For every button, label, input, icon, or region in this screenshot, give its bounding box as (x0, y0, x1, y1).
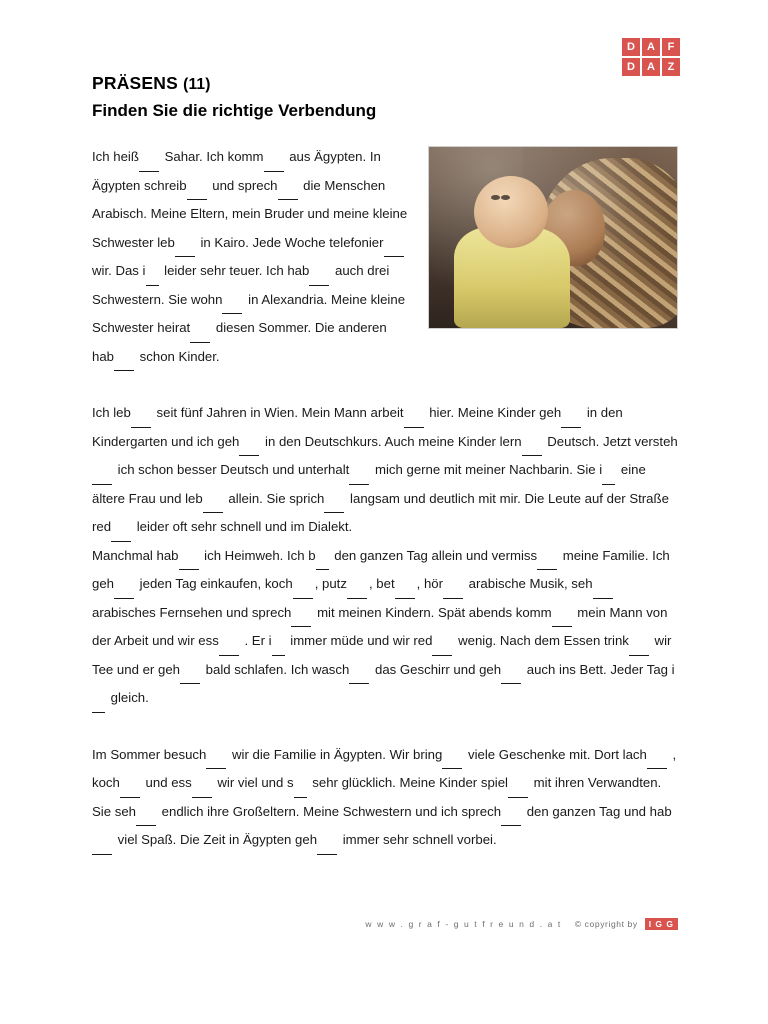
answer-blank[interactable] (384, 244, 404, 257)
text-seg: arabisches Fernsehen und sprech (92, 604, 292, 620)
text-seg: Ich leb (92, 405, 131, 420)
answer-blank[interactable] (92, 842, 112, 855)
text-seg: sehr glücklich. Meine Kinder spiel (308, 775, 508, 790)
paragraph-gap (92, 713, 678, 741)
text-seg: ich Heimweh. Ich b (200, 547, 316, 563)
answer-blank[interactable] (316, 557, 329, 570)
text-seg: leider oft sehr schnell und im Dialekt. (133, 519, 353, 534)
text-seg: in den Kindergarten und ich geh (92, 405, 623, 449)
page-title (92, 72, 652, 96)
answer-blank[interactable] (442, 756, 462, 769)
answer-blank[interactable] (92, 472, 112, 485)
paragraph-2 (92, 399, 678, 542)
answer-blank[interactable] (192, 785, 212, 798)
title-block (92, 72, 652, 123)
answer-blank[interactable] (404, 415, 424, 428)
logo-cell-a2: A (641, 57, 661, 77)
answer-blank[interactable] (146, 273, 159, 286)
answer-blank[interactable] (92, 700, 105, 713)
answer-blank[interactable] (219, 643, 239, 656)
paragraph-3 (92, 542, 678, 713)
text-seg: mit meinen Kindern. Spät abends komm (313, 604, 552, 620)
text-seg: wir. Das i (92, 263, 146, 278)
text-seg: endlich ihre Großeltern. Meine Schwestern und ich sprech (158, 803, 502, 819)
text-seg: wir viel und s (213, 775, 294, 790)
answer-blank[interactable] (561, 415, 581, 428)
page-subtitle: Finden Sie die richtige Verbendung (92, 100, 377, 120)
answer-blank[interactable] (179, 557, 199, 570)
answer-blank[interactable] (317, 842, 337, 855)
page-title-text: PRÄSENS (92, 73, 179, 93)
footer-copyright: © copyright by (574, 919, 638, 929)
exercise-body (92, 143, 678, 855)
text-seg: eine ältere Frau und leb (92, 462, 646, 506)
answer-blank[interactable] (602, 472, 615, 485)
text-seg: hier. Meine Kinder geh (425, 405, 562, 420)
answer-blank[interactable] (120, 785, 140, 798)
answer-blank[interactable] (324, 500, 344, 513)
photo-highlight (429, 147, 677, 328)
answer-blank[interactable] (501, 671, 521, 684)
text-seg: gleich. (107, 690, 149, 705)
text-seg: aus Ägypten. In Ägypten schreib (92, 149, 381, 193)
text-seg: , koch (92, 746, 677, 790)
answer-blank[interactable] (272, 643, 285, 656)
text-seg: schon Kinder. (136, 348, 220, 364)
text-seg: immer sehr schnell vorbei. (339, 832, 497, 847)
text-seg: Im Sommer besuch (92, 746, 207, 762)
answer-blank[interactable] (347, 586, 367, 599)
answer-blank[interactable] (111, 529, 131, 542)
answer-blank[interactable] (443, 586, 463, 599)
answer-blank[interactable] (291, 614, 311, 627)
text-seg: und sprech (208, 177, 278, 193)
text-seg: in Alexandria. Meine kleine Schwester heirat (92, 291, 406, 335)
text-seg: allein. Sie sprich (224, 490, 325, 506)
text-seg: , hör (416, 576, 444, 591)
footer-website: w w w . g r a f - g u t f r e u n d . a t (365, 919, 562, 929)
text-seg: mich gerne mit meiner Nachbarin. Sie i (371, 462, 603, 477)
text-seg: viele Geschenke mit. Dort lach (464, 746, 647, 762)
text-seg: wir Tee und er geh (92, 633, 672, 677)
answer-blank[interactable] (114, 358, 134, 371)
text-seg: diesen Sommer. Die anderen hab (92, 320, 387, 364)
text-seg: in den Deutschkurs. Auch meine Kinder lern (261, 433, 522, 449)
answer-blank[interactable] (537, 557, 557, 570)
footer-igg-badge: I G G (645, 918, 678, 930)
text-seg: leider sehr teuer. Ich hab (160, 263, 310, 278)
text-seg: . Er i (240, 633, 272, 648)
logo-cell-z: Z (661, 57, 681, 77)
answer-blank[interactable] (395, 586, 415, 599)
answer-blank[interactable] (175, 244, 195, 257)
logo-cell-f: F (661, 37, 681, 57)
text-seg: wenig. Nach dem Essen trink (454, 633, 629, 648)
text-seg: arabische Musik, seh (465, 576, 593, 591)
answer-blank[interactable] (501, 813, 521, 826)
answer-blank[interactable] (552, 614, 572, 627)
text-seg: auch ins Bett. Jeder Tag i (523, 661, 675, 677)
text-seg: in Kairo. Jede Woche telefonier (196, 234, 384, 250)
text-seg: seit fünf Jahren in Wien. Mein Mann arbeit (152, 405, 404, 420)
answer-blank[interactable] (206, 756, 226, 769)
text-seg: viel Spaß. Die Zeit in Ägypten geh (114, 832, 318, 847)
answer-blank[interactable] (278, 187, 298, 200)
answer-blank[interactable] (432, 643, 452, 656)
answer-blank[interactable] (131, 415, 151, 428)
text-seg: , putz (314, 576, 347, 591)
photo-woman-with-child (428, 146, 678, 329)
text-seg: jeden Tag einkaufen, koch (136, 576, 293, 591)
text-seg: wir die Familie in Ägypten. Wir bring (228, 746, 443, 762)
logo-cell-d1: D (621, 37, 641, 57)
answer-blank[interactable] (629, 643, 649, 656)
answer-blank[interactable] (114, 586, 134, 599)
answer-blank[interactable] (239, 443, 259, 456)
page-title-number: (11) (183, 76, 211, 93)
text-seg: , bet (368, 576, 395, 591)
text-seg: auch drei Schwestern. Sie wohn (92, 263, 390, 307)
text-seg: Deutsch. Jetzt versteh (543, 433, 678, 449)
text-seg: die Menschen Arabisch. Meine Eltern, mein Bruder und meine kleine Schwester leb (92, 177, 408, 250)
answer-blank[interactable] (203, 500, 223, 513)
text-seg: ich schon besser Deutsch und unterhalt (114, 462, 350, 477)
answer-blank[interactable] (309, 273, 329, 286)
text-seg: Manchmal hab (92, 547, 179, 563)
answer-blank[interactable] (293, 586, 313, 599)
answer-blank[interactable] (180, 671, 200, 684)
text-seg: das Geschirr und geh (371, 661, 502, 677)
text-seg: mit ihren Verwandten. Sie seh (92, 775, 662, 819)
paragraph-4 (92, 741, 678, 855)
answer-blank[interactable] (593, 586, 613, 599)
answer-blank[interactable] (190, 330, 210, 343)
text-seg: meine Familie. Ich geh (92, 547, 670, 591)
text-seg: bald schlafen. Ich wasch (201, 661, 350, 677)
logo-cell-a1: A (641, 37, 661, 57)
answer-blank[interactable] (222, 301, 242, 314)
answer-blank[interactable] (349, 472, 369, 485)
text-seg: immer müde und wir red (286, 633, 433, 648)
text-seg: den ganzen Tag und hab (523, 803, 672, 819)
text-seg: und ess (141, 775, 192, 790)
answer-blank[interactable] (349, 671, 369, 684)
text-seg: Ich heiß (92, 149, 139, 164)
answer-blank[interactable] (508, 785, 528, 798)
answer-blank[interactable] (522, 443, 542, 456)
answer-blank[interactable] (139, 159, 159, 172)
paragraph-gap (92, 371, 678, 399)
footer (92, 918, 678, 930)
logo-cell-d2: D (621, 57, 641, 77)
answer-blank[interactable] (294, 785, 307, 798)
answer-blank[interactable] (136, 813, 156, 826)
text-seg: langsam und deutlich mit mir. Die Leute auf der Straße red (92, 490, 669, 534)
text-seg: den ganzen Tag allein und vermiss (330, 547, 538, 563)
answer-blank[interactable] (647, 756, 667, 769)
answer-blank[interactable] (187, 187, 207, 200)
text-seg: Sahar. Ich komm (160, 149, 264, 164)
text-seg: mein Mann von der Arbeit und wir ess (92, 604, 668, 648)
answer-blank[interactable] (264, 159, 284, 172)
